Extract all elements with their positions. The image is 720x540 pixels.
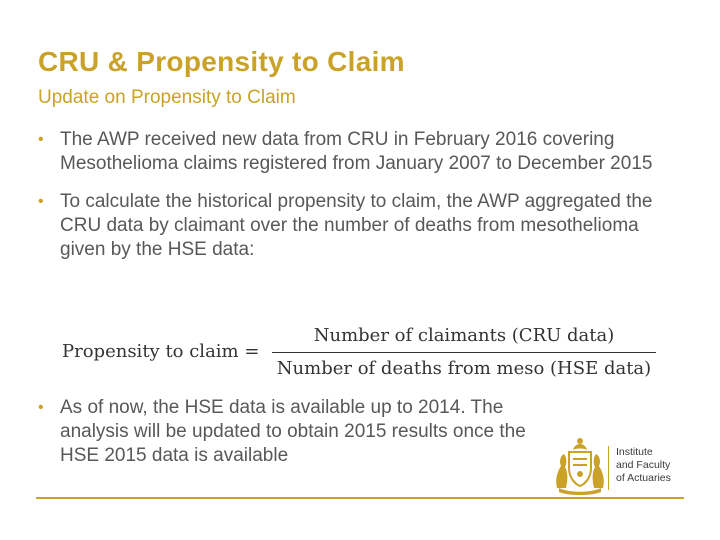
bullet-cru-data-received: • The AWP received new data from CRU in February 2016 covering Mesothelioma claims registered from January 2007 to December 2015 [38, 128, 690, 176]
logo-line-1: Institute [616, 446, 653, 458]
formula-lhs: Propensity to claim = [62, 341, 260, 362]
formula-denominator: Number of deaths from meso (HSE data) [276, 358, 652, 379]
footer-rule [36, 497, 684, 499]
bullet-hse-update: • As of now, the HSE data is available up to 2014. The analysis will be updated to obtain 2015 results once the HSE 2015 data is available [38, 396, 550, 468]
logo-line-3: of Actuaries [616, 472, 671, 484]
bullet-calculation-method: • To calculate the historical propensity to claim, the AWP aggregated the CRU data by claimant over the number of deaths from mesothelioma given by the HSE data: [38, 190, 660, 262]
bullet-list [38, 128, 688, 262]
logo-divider [608, 446, 609, 490]
slide-title: CRU & Propensity to Claim [38, 46, 405, 77]
logo-line-2: and Faculty [616, 459, 671, 471]
logo-wordmark [616, 446, 671, 485]
formula-fraction-bar [272, 352, 656, 353]
formula-fraction [272, 322, 656, 383]
formula-numerator: Number of claimants (CRU data) [313, 325, 615, 346]
propensity-formula [62, 322, 662, 382]
slide-subtitle: Update on Propensity to Claim [38, 87, 296, 108]
